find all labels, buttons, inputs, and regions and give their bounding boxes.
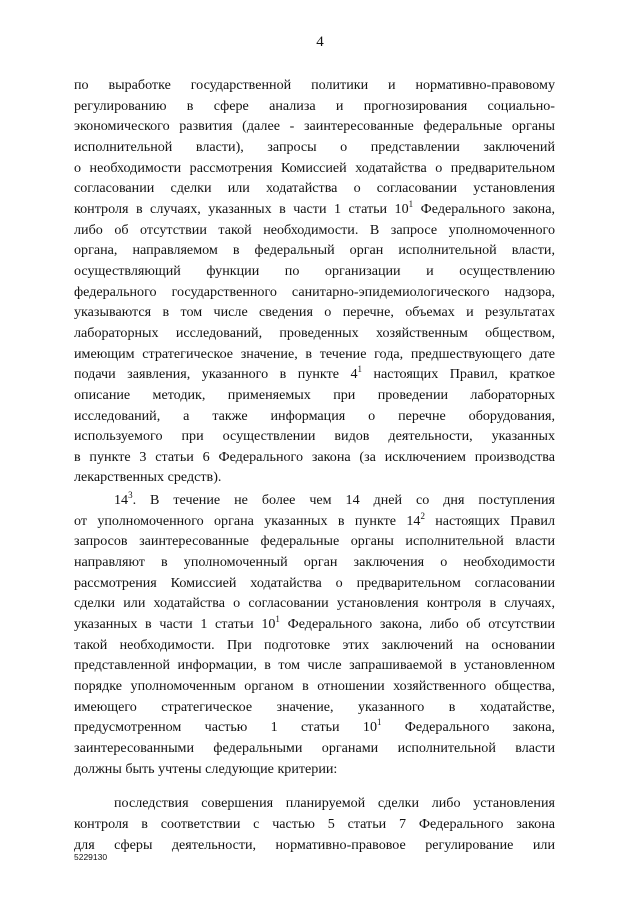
- text-line: в пункте 3 статьи 6 Федерального закона (за исключением производства: [74, 448, 555, 465]
- text-line: [74, 364, 555, 385]
- paragraph: [74, 490, 555, 779]
- text-line: [74, 614, 555, 635]
- paragraph: [74, 793, 555, 855]
- text-line: направляют в уполномоченный орган заключения о необходимости: [74, 554, 555, 571]
- text-line: [74, 199, 555, 220]
- text-line: для сферы деятельности, нормативно-правовое регулирование или: [74, 836, 555, 853]
- superscript: 2: [420, 510, 425, 521]
- text-fragment: Федерального закона,: [413, 200, 555, 217]
- text-line: исследований, а также информация о перечне оборудования,: [74, 407, 555, 424]
- text-fragment: 14: [114, 492, 129, 509]
- text-line: осуществляющий функции по организации и осуществлению: [74, 262, 555, 279]
- text-fragment: . В течение не более чем 14 дней со дня поступления: [132, 492, 555, 509]
- text-line: указываются в том числе сведения о перечне, объемах и результатах: [74, 304, 555, 321]
- text-fragment: настоящих Правил, краткое: [362, 366, 555, 383]
- text-line: по выработке государственной политики и нормативно-правовому: [74, 77, 555, 93]
- document-code: 5229130: [74, 852, 108, 862]
- text-line: экономического развития (далее - заинтересованные федеральные органы: [74, 118, 555, 135]
- text-line: [74, 511, 555, 532]
- text-line: описание методик, применяемых при проведении лабораторных: [74, 386, 555, 403]
- text-fragment: Федерального закона,: [381, 719, 556, 736]
- text-line: лекарственных средств).: [74, 469, 222, 486]
- text-fragment: настоящих Правил: [424, 512, 555, 529]
- text-line: порядке уполномоченным органом в отношении хозяйственного общества,: [74, 678, 555, 695]
- text-line: [74, 490, 555, 511]
- text-fragment: контроля в случаях, указанных в части 1 статьи 10: [74, 200, 409, 217]
- text-line: [74, 717, 555, 738]
- paragraph: [74, 75, 555, 488]
- text-line: либо об отсутствии такой необходимости. В запросе уполномоченного: [74, 221, 555, 238]
- text-line: последствия совершения планируемой сделки либо установления: [114, 795, 555, 812]
- text-fragment: предусмотренном частью 1 статьи 10: [74, 719, 377, 736]
- text-fragment: подачи заявления, указанного в пункте 4: [74, 366, 358, 383]
- text-line: органа, направляемом в федеральный орган исполнительной власти,: [74, 242, 555, 259]
- text-line: контроля в соответствии с частью 5 статьи 7 Федерального закона: [74, 815, 555, 832]
- text-line: согласовании сделки или ходатайства о согласовании установления: [74, 180, 555, 197]
- text-line: рассмотрения Комиссией ходатайства о предварительном согласовании: [74, 574, 555, 591]
- superscript: 1: [357, 364, 363, 375]
- superscript: 1: [377, 717, 382, 728]
- text-line: запросов заинтересованные федеральные органы исполнительной власти: [74, 533, 555, 550]
- text-line: используемого при осуществлении видов деятельности, указанных: [74, 428, 555, 445]
- text-line: сделки или ходатайства о согласовании установления контроля в случаях,: [74, 595, 555, 612]
- text-line: имеющим стратегическое значение, в течение года, предшествующего дате: [74, 345, 555, 362]
- text-line: имеющего стратегическое значение, указанного в ходатайстве,: [74, 698, 555, 715]
- text-line: регулированию в сфере анализа и прогнозирования социально-: [74, 97, 555, 114]
- text-fragment: Федерального закона, либо об отсутствии: [279, 616, 555, 633]
- superscript: 3: [128, 490, 133, 501]
- text-line: исполнительной власти), запросы о представлении заключений: [74, 138, 555, 155]
- text-fragment: указанных в части 1 статьи 10: [74, 616, 276, 633]
- text-fragment: от уполномоченного органа указанных в пункте 14: [74, 512, 421, 529]
- superscript: 1: [408, 198, 414, 209]
- text-line: должны быть учтены следующие критерии:: [74, 760, 338, 777]
- text-line: о необходимости рассмотрения Комиссией ходатайства о предварительном: [74, 159, 555, 176]
- text-line: федерального государственного санитарно-эпидемиологического надзора,: [74, 283, 555, 300]
- text-line: такой необходимости. При подготовке этих заключений на основании: [74, 636, 555, 653]
- text-line: лабораторных исследований, проведенных хозяйственным обществом,: [74, 324, 555, 341]
- superscript: 1: [275, 614, 280, 625]
- document-body: [74, 75, 555, 855]
- page-number: 4: [316, 34, 324, 50]
- text-line: представленной информации, в том числе запрашиваемой в установленном: [74, 657, 555, 674]
- text-line: заинтересованными федеральными органами исполнительной власти: [74, 740, 555, 756]
